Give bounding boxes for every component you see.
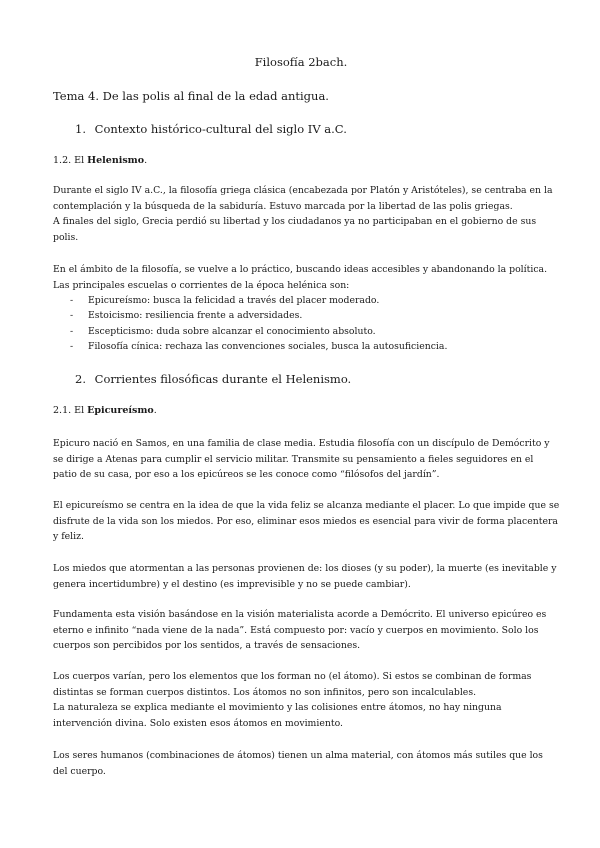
- subsection-bold-term: Helenismo: [87, 155, 145, 166]
- paragraph-line: En el ámbito de la filosofía, se vuelve a lo práctico, buscando ideas accesibles y abandonando la política.: [53, 264, 548, 275]
- paragraph-line: del cuerpo.: [53, 765, 106, 777]
- paragraph-line: Los cuerpos varían, pero los elementos que los forman no (el átomo). Si estos se combinan de formas: [53, 671, 532, 682]
- paragraph-6: [53, 607, 547, 654]
- list-item-text: Estoicismo: resiliencia frente a adversidades.: [88, 310, 303, 322]
- subsection-prefix: 2.1. El: [53, 405, 88, 416]
- paragraph-8: [53, 748, 547, 779]
- paragraph-line: Epicuro nació en Samos, en una familia de clase media. Estudia filosofía con un discípulo de Demócrito y: [53, 438, 550, 449]
- paragraph-7: [53, 669, 547, 731]
- paragraph-line: distintas se forman cuerpos distintos. Los átomos no son infinitos, pero son incalculables.: [53, 686, 477, 698]
- subsection-heading-2-1: [53, 405, 157, 416]
- list-item-text: Filosofía cínica: rechaza las convenciones sociales, busca la autosuficiencia.: [88, 340, 448, 352]
- subsection-suffix: .: [153, 405, 157, 416]
- paragraph-line: Durante el siglo IV a.C., la filosofía griega clásica (encabezada por Platón y Aristóteles), se centraba en la: [53, 185, 553, 196]
- section-label: Contexto histórico-cultural del siglo IV a.C.: [94, 122, 347, 136]
- bullet-dash: -: [70, 310, 74, 322]
- subsection-bold-term: Epicureísmo: [87, 405, 154, 416]
- paragraph-line: cuerpos son percibidos por los sentidos, a través de sensaciones.: [53, 640, 361, 651]
- list-item-text: Epicureísmo: busca la felicidad a través del placer moderado.: [88, 295, 380, 306]
- list-item: [70, 293, 447, 308]
- subsection-prefix: 1.2. El: [53, 155, 88, 166]
- topic-heading: Tema 4. De las polis al final de la edad antigua.: [53, 89, 329, 103]
- paragraph-line: disfrute de la vida son los miedos. Por eso, eliminar esos miedos es esencial para vivir de forma placentera: [53, 515, 558, 527]
- section-number: 2.: [75, 372, 86, 386]
- paragraph-line: El epicureísmo se centra en la idea de que la vida feliz se alcanza mediante el placer. Lo que impide que se: [53, 500, 560, 511]
- paragraph-line: Las principales escuelas o corrientes de la época helénica son:: [53, 279, 350, 291]
- paragraph-line: polis.: [53, 231, 79, 243]
- paragraph-2: [53, 262, 547, 293]
- section-heading-2: [75, 372, 351, 386]
- paragraph-line: La naturaleza se explica mediante el movimiento y las colisiones entre átomos, no hay ninguna: [53, 702, 502, 713]
- paragraph-4: [53, 498, 560, 545]
- section-number: 1.: [75, 122, 86, 136]
- list-item: [70, 324, 447, 339]
- list-item: [70, 339, 447, 354]
- paragraph-line: Fundamenta esta visión basándose en la visión materialista acorde a Demócrito. El universo epicúreo es: [53, 609, 547, 620]
- paragraph-line: Los miedos que atormentan a las personas provienen de: los dioses (y su poder), la muerte (es inevitable y: [53, 563, 557, 574]
- bullet-dash: -: [70, 295, 74, 306]
- paragraph-line: patio de su casa, por eso a los epicúreos se les conoce como “filósofos del jardín”.: [53, 469, 440, 480]
- paragraph-line: genera incertidumbre) y el destino (es imprevisible y no se puede cambiar).: [53, 578, 411, 590]
- section-label: Corrientes filosóficas durante el Helenismo.: [94, 372, 352, 386]
- subsection-suffix: .: [144, 155, 148, 166]
- paragraph-line: contemplación y la búsqueda de la sabiduría. Estuvo marcada por la libertad de las polis griegas.: [53, 200, 513, 212]
- list-item-text: Escepticismo: duda sobre alcanzar el conocimiento absoluto.: [88, 325, 376, 337]
- subsection-heading-1-2: [53, 155, 147, 166]
- paragraph-line: A finales del siglo, Grecia perdió su libertad y los ciudadanos ya no participaban en el gobierno de sus: [53, 216, 537, 227]
- paragraph-line: intervención divina. Solo existen esos átomos en movimiento.: [53, 717, 343, 729]
- paragraph-3: [53, 436, 550, 483]
- section-heading-1: [75, 122, 347, 136]
- paragraph-1: [53, 183, 553, 245]
- paragraph-line: eterno e infinito “nada viene de la nada”. Está compuesto por: vacío y cuerpos en movimiento. Solo los: [53, 624, 539, 636]
- document-title: Filosofía 2bach.: [254, 55, 348, 69]
- bullet-dash: -: [70, 340, 74, 352]
- list-item: [70, 308, 447, 323]
- paragraph-line: se dirige a Atenas para cumplir el servicio militar. Transmite su pensamiento a fieles seguidores en el: [53, 453, 534, 465]
- paragraph-line: y feliz.: [53, 531, 84, 542]
- paragraph-5: [53, 561, 557, 592]
- bullet-dash: -: [70, 325, 74, 337]
- paragraph-line: Los seres humanos (combinaciones de átomos) tienen un alma material, con átomos más sutiles que los: [53, 750, 543, 761]
- school-list: [70, 293, 447, 354]
